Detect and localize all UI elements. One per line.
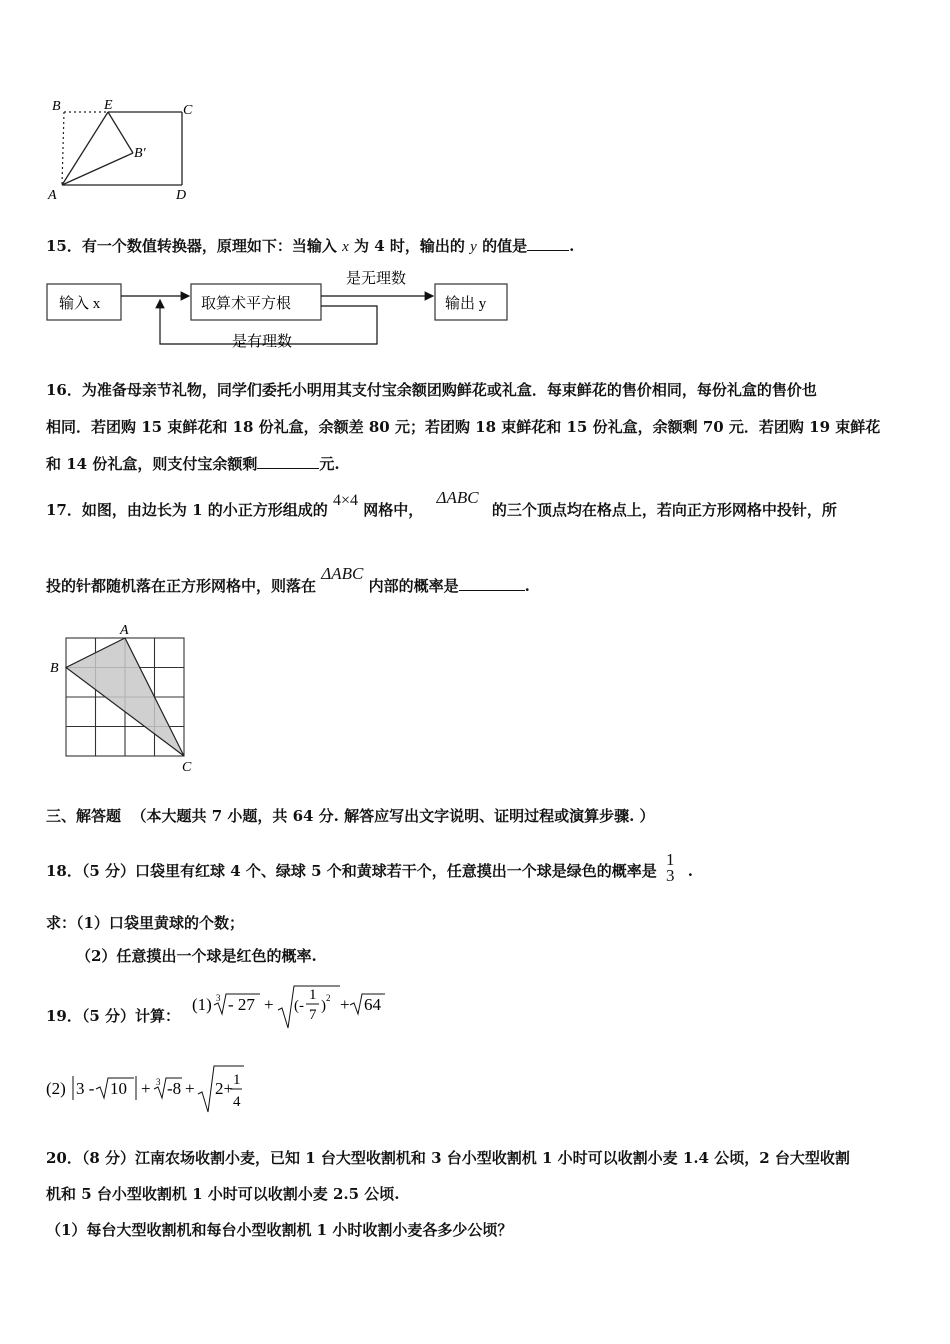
svg-text:2: 2 xyxy=(326,993,331,1003)
svg-text:-8: -8 xyxy=(167,1079,182,1098)
svg-text:3 -: 3 - xyxy=(76,1079,95,1098)
svg-text:1: 1 xyxy=(233,1072,241,1088)
svg-text:2+: 2+ xyxy=(215,1079,234,1098)
question-19-stem: 19．（5 分）计算： xyxy=(46,1007,181,1025)
svg-text:(-: (- xyxy=(294,998,304,1014)
label-C: C xyxy=(183,103,193,118)
question-18-ask1: 求：（1）口袋里黄球的个数； xyxy=(46,914,244,932)
question-16-line1: 16．为准备母亲节礼物，同学们委托小明用其支付宝余额团购鲜花或礼盒．每束鲜花的售价相同，每份礼盒的售价也 xyxy=(46,381,817,399)
label-Bprime: B′ xyxy=(134,146,146,161)
question-18: 18．（5 分）口袋里有红球 4 个、绿球 5 个和黄球若干个，任意摸出一个球是绿色的概率是 1 3 . xyxy=(46,850,694,885)
q19-expression-1 xyxy=(190,984,410,1034)
label-B: B xyxy=(52,99,61,114)
flow-irrational-label: 是无理数 xyxy=(346,271,407,287)
flow-rational-label: 是有理数 xyxy=(232,334,293,350)
svg-text:): ) xyxy=(321,998,326,1014)
svg-text:+: + xyxy=(264,995,274,1014)
question-20-line2: 机和 5 台小型收割机 1 小时可以收割小麦 2.5 公顷. xyxy=(46,1185,400,1203)
svg-text:10: 10 xyxy=(110,1079,127,1098)
flow-process-label: 取算术平方根 xyxy=(201,296,292,312)
question-17-line2: 投的针都随机落在正方形网格中，则落在 ΔABC 内部的概率是 . xyxy=(46,564,530,595)
svg-text:3: 3 xyxy=(156,1077,161,1087)
label-B: B xyxy=(50,661,59,676)
svg-text:+: + xyxy=(141,1079,151,1098)
question-20-line1: 20．（8 分）江南农场收割小麦，已知 1 台大型收割机和 3 台小型收割机 1 小时可以收割小麦 1.4 公顷，2 台大型收割 xyxy=(46,1149,850,1167)
svg-text:- 27: - 27 xyxy=(228,995,255,1014)
flow-output-label: 输出 y xyxy=(445,296,487,312)
question-15: 15．有一个数值转换器，原理如下：当输入 x 为 4 时，输出的 y 的值是 . xyxy=(46,237,575,255)
fraction-one-third: 1 3 xyxy=(666,850,675,885)
flow-input-label: 输入 x xyxy=(59,296,101,312)
svg-text:3: 3 xyxy=(216,993,221,1003)
answer-blank xyxy=(459,576,525,591)
q19-expression-2 xyxy=(44,1062,264,1118)
question-18-ask2: （2）任意摸出一个球是红色的概率. xyxy=(76,947,317,965)
question-20-part1: （1）每台大型收割机和每台小型收割机 1 小时收割小麦各多少公顷？ xyxy=(46,1221,513,1239)
section-3-heading: 三、解答题 （本大题共 7 小题，共 64 分. 解答应写出文字说明、证明过程或演算步骤. ） xyxy=(46,807,655,825)
label-E: E xyxy=(104,98,113,113)
svg-text:1: 1 xyxy=(309,987,317,1003)
svg-text:4: 4 xyxy=(233,1094,241,1110)
label-A: A xyxy=(120,623,129,638)
svg-text:(2): (2) xyxy=(46,1079,66,1098)
svg-text:7: 7 xyxy=(309,1007,317,1023)
answer-blank xyxy=(527,236,569,251)
svg-text:(1): (1) xyxy=(192,995,212,1014)
rectangle-fold-figure xyxy=(40,95,200,205)
converter-flowchart xyxy=(44,266,514,356)
svg-text:64: 64 xyxy=(364,995,381,1014)
svg-text:+: + xyxy=(185,1079,195,1098)
question-16-line3: 和 14 份礼盒，则支付宝余额剩 元. xyxy=(46,455,340,473)
question-17-line1: 17．如图，由边长为 1 的小正方形组成的 4×4 网格中， ΔABC 的三个顶点均在格点上，若向正方形网格中投针，所 xyxy=(46,488,837,519)
label-C: C xyxy=(182,760,192,775)
label-D: D xyxy=(176,188,187,203)
answer-blank xyxy=(257,454,319,469)
label-A: A xyxy=(48,188,57,203)
svg-text:+: + xyxy=(340,995,350,1014)
question-16-line2: 相同．若团购 15 束鲜花和 18 份礼盒，余额差 80 元；若团购 18 束鲜花和 15 份礼盒，余额剩 70 元．若团购 19 束鲜花 xyxy=(46,418,881,436)
grid-triangle-figure xyxy=(44,620,204,775)
